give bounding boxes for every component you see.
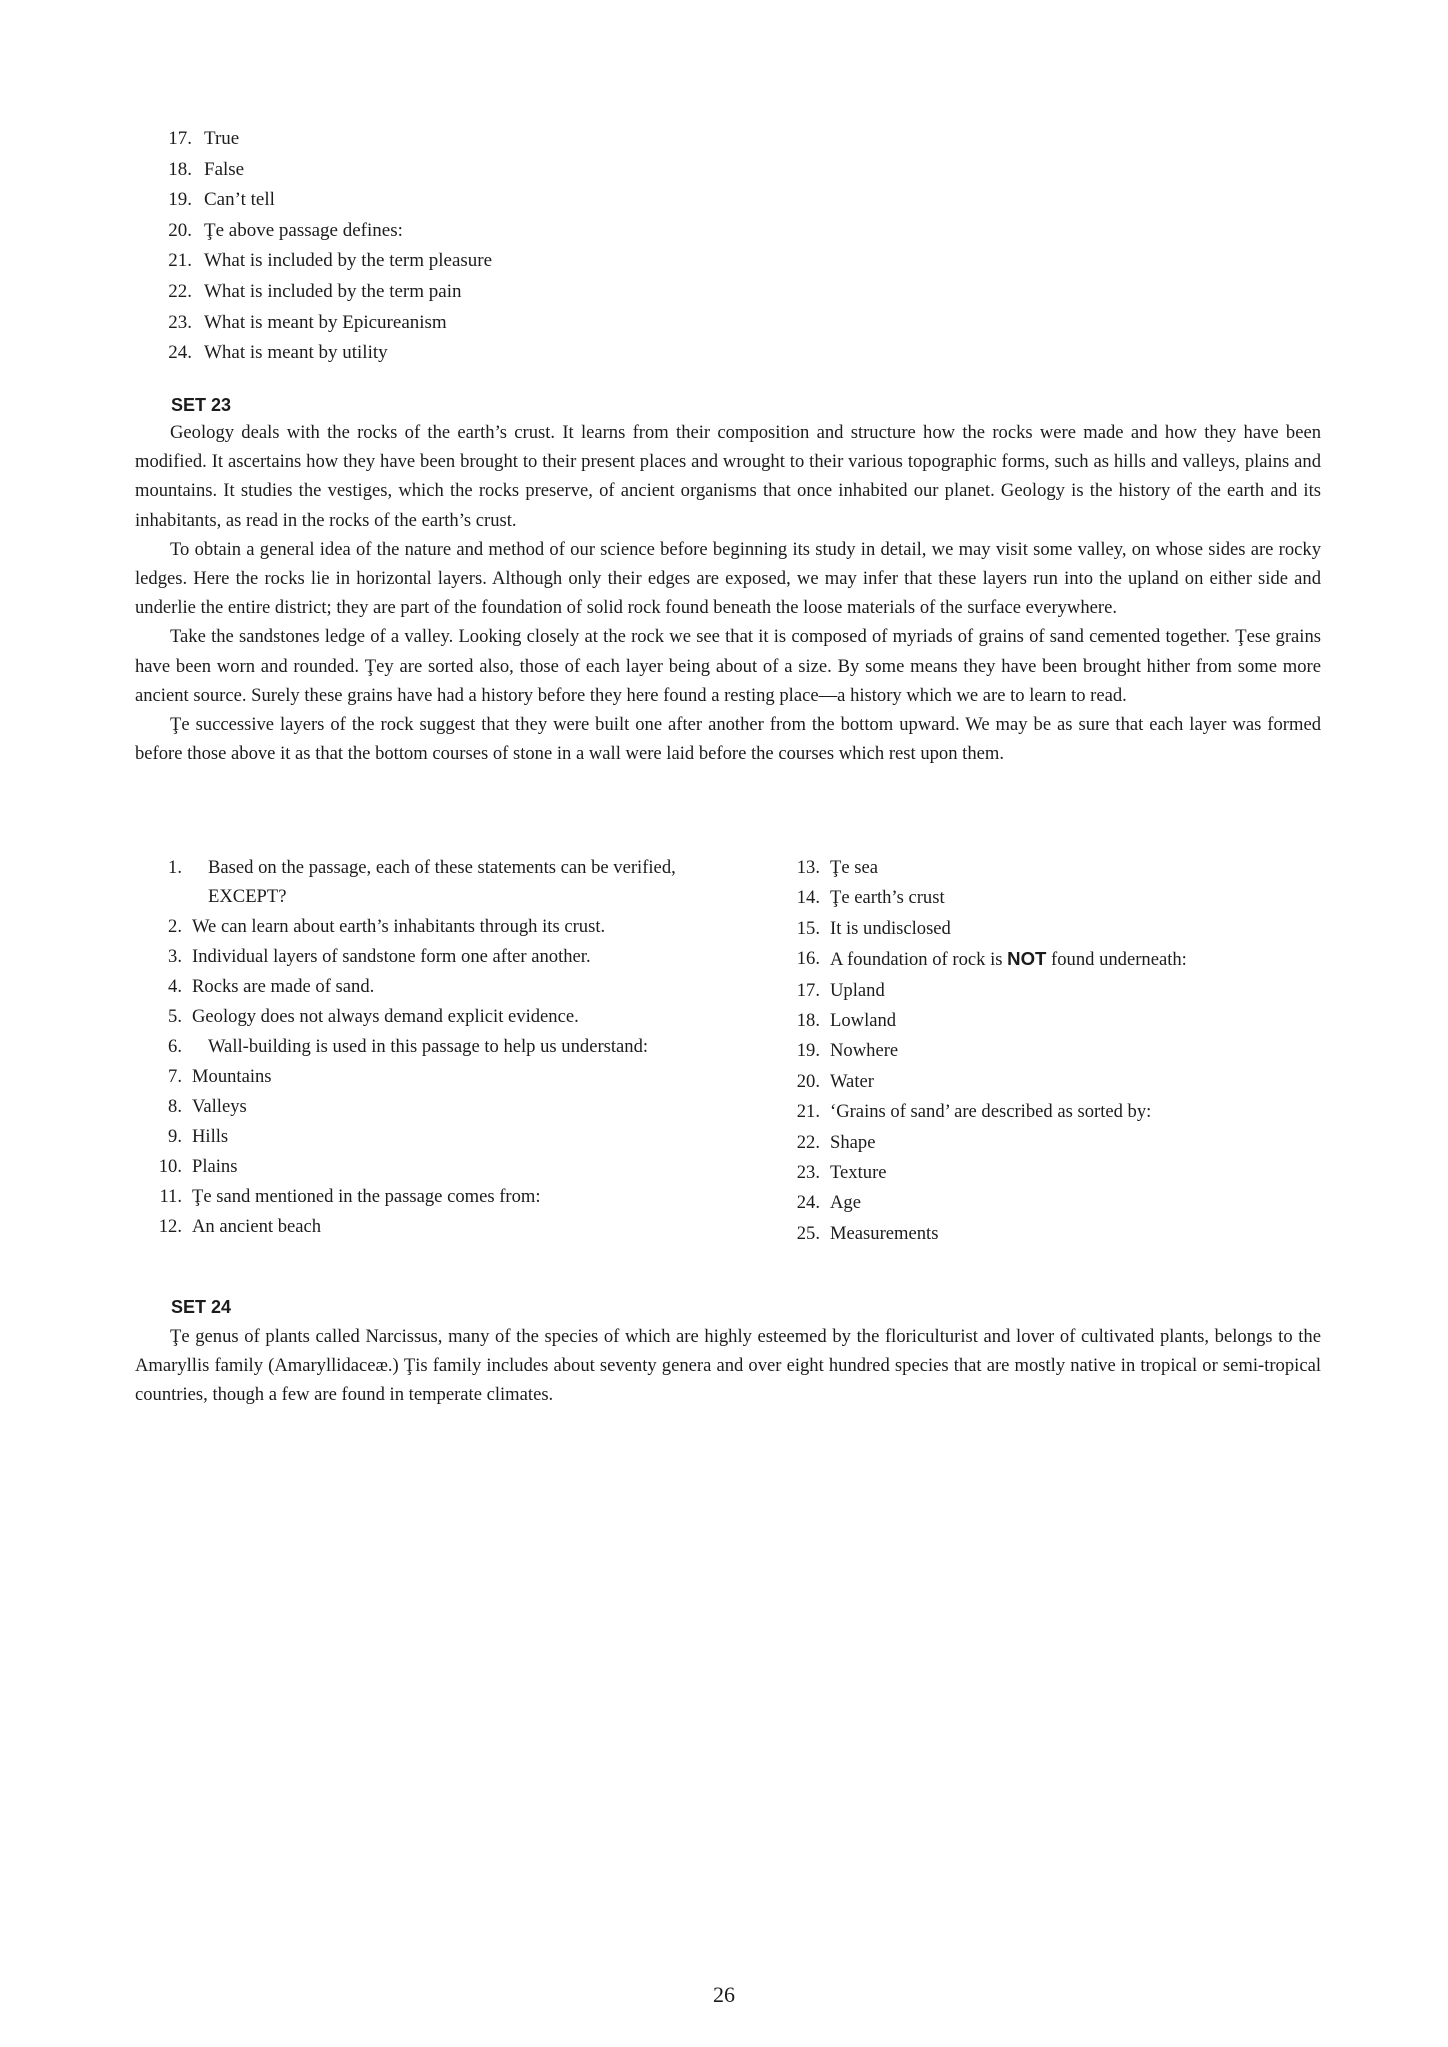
item-number: 22. — [168, 280, 192, 302]
item-text: ‘Grains of sand’ are described as sorted by: — [830, 1101, 1152, 1123]
item-number: 13. — [796, 857, 820, 878]
item-number: 21. — [168, 250, 192, 272]
item-number: 12. — [158, 1216, 182, 1237]
list-item — [152, 185, 852, 216]
item-number: 8. — [168, 1096, 182, 1117]
item-number: 7. — [168, 1066, 182, 1087]
item-number: 23. — [168, 311, 192, 333]
question-item — [152, 1092, 692, 1121]
item-number: 25. — [796, 1222, 820, 1244]
set-24-passage — [135, 1322, 1321, 1410]
item-text: Individual layers of sandstone form one after another. — [192, 946, 591, 967]
item-text: Rocks are made of sand. — [192, 976, 375, 997]
question-item — [790, 1128, 1330, 1158]
item-text: Hills — [192, 1126, 229, 1147]
list-item — [152, 277, 852, 308]
set-24-heading: SET 24 — [171, 1297, 232, 1317]
set-23-passage — [135, 418, 1321, 768]
item-text: Ţe sand mentioned in the passage comes from: — [192, 1186, 541, 1207]
item-text — [790, 944, 1330, 975]
question-item — [152, 1062, 692, 1091]
item-number: 20. — [796, 1070, 820, 1092]
item-text: Age — [830, 1192, 861, 1214]
item-number: 16. — [796, 948, 820, 970]
item-number: 14. — [796, 887, 820, 909]
item-text-after: found underneath: — [1046, 949, 1187, 971]
item-number: 23. — [796, 1162, 820, 1184]
item-number: 18. — [796, 1010, 820, 1032]
item-number: 19. — [168, 189, 192, 211]
item-text: True — [204, 128, 240, 149]
item-text: Valleys — [192, 1096, 247, 1117]
item-text: Wall-building is used in this passage to help us understand: — [208, 1036, 649, 1057]
passage-paragraph: To obtain a general idea of the nature and method of our science before beginning its study in detail, we may visit some valley, on whose sides are rocky ledges. Here the rocks lie in horizontal layers. Although only their edges are exposed, we may infer that these layers run into the upland on either side and underlie the entire district; they are part of the foundation of solid rock found beneath the loose materials of the surface everywhere. — [135, 538, 1321, 619]
page-number: 26 — [713, 1982, 735, 2007]
item-number: 17. — [796, 979, 820, 1001]
item-number: 4. — [168, 976, 182, 997]
question-item — [152, 1182, 692, 1211]
item-number: 20. — [168, 219, 192, 241]
answer-list — [152, 124, 852, 369]
question-item — [790, 883, 1330, 913]
item-number: 18. — [168, 158, 192, 180]
question-item — [790, 976, 1330, 1006]
item-text: Nowhere — [830, 1040, 899, 1062]
item-text: We can learn about earth’s inhabitants through its crust. — [192, 916, 606, 937]
set-23-heading: SET 23 — [171, 395, 232, 415]
question-item — [790, 1036, 1330, 1066]
list-item — [152, 338, 852, 369]
item-number: 19. — [796, 1040, 820, 1062]
item-number: 11. — [159, 1186, 182, 1207]
list-item — [152, 155, 852, 186]
item-number: 6. — [168, 1036, 182, 1057]
item-text: What is included by the term pleasure — [204, 250, 493, 272]
passage-paragraph: Ţe genus of plants called Narcissus, many of the species of which are highly esteemed by the floriculturist and lover of cultivated plants, belongs to the Amaryllis family (Amaryllidaceæ.) Ţis family includes about seventy genera and over eight hundred species that are mostly native in tropical or semi-tropical countries, though a few are found in temperate climates. — [135, 1326, 1321, 1406]
question-item — [790, 1219, 1330, 1249]
passage-paragraph: Geology deals with the rocks of the earth’s crust. It learns from their composition and structure how the rocks were made and how they have been modified. It ascertains how they have been brought to their present places and wrought to their various topographic forms, such as hills and valleys, plains and mountains. It studies the vestiges, which the rocks preserve, of ancient organisms that once inhabited our planet. Geology is the history of the earth and its inhabitants, as read in the rocks of the earth’s crust. — [135, 422, 1321, 531]
item-number: 17. — [168, 128, 192, 149]
question-item — [152, 1152, 692, 1181]
question-list-right — [790, 853, 1330, 1249]
emphasis-not: NOT — [1007, 948, 1047, 970]
item-number: 21. — [796, 1101, 820, 1123]
item-text: Geology does not always demand explicit evidence. — [192, 1006, 579, 1027]
item-text: Based on the passage, each of these statements can be verified, EXCEPT? — [208, 857, 676, 907]
item-text: Ţe sea — [830, 857, 879, 878]
passage-paragraph: Take the sandstones ledge of a valley. Looking closely at the rock we see that it is composed of myriads of grains of sand cemented together. Ţese grains have been worn and rounded. Ţey are sorted also, those of each layer being about of a size. By some means they have been brought hither from some more ancient source. Surely these grains have had a history before they here found a resting place—a history which we are to learn to read. — [135, 626, 1321, 706]
item-text: Lowland — [830, 1010, 897, 1032]
question-item — [152, 1032, 692, 1061]
question-item — [790, 1067, 1330, 1097]
question-item — [152, 1122, 692, 1151]
item-text: What is meant by utility — [204, 342, 388, 364]
question-item — [152, 1212, 692, 1241]
item-number: 15. — [796, 917, 820, 939]
question-item — [152, 942, 692, 971]
question-item — [790, 1158, 1330, 1188]
question-item — [790, 1188, 1330, 1218]
item-text: Water — [830, 1070, 874, 1092]
list-item — [152, 308, 852, 339]
item-number: 2. — [168, 916, 182, 937]
item-number: 9. — [168, 1126, 182, 1147]
item-text: Plains — [192, 1156, 238, 1177]
item-text: False — [204, 158, 245, 180]
item-text: It is undisclosed — [830, 917, 951, 939]
question-item — [152, 1002, 692, 1031]
list-item — [152, 124, 852, 155]
item-text-before: A foundation of rock is — [830, 949, 1008, 971]
question-item — [152, 853, 692, 911]
item-number: 22. — [796, 1131, 820, 1153]
question-list-left — [152, 853, 692, 1242]
question-item — [152, 912, 692, 941]
question-item — [790, 853, 1330, 883]
question-item — [790, 1006, 1330, 1036]
item-text: Shape — [830, 1131, 876, 1153]
item-text: Ţe above passage defines: — [204, 219, 403, 241]
item-text: Upland — [830, 979, 885, 1001]
item-number: 24. — [796, 1192, 820, 1214]
question-item — [790, 944, 1330, 975]
item-text: Measurements — [830, 1222, 939, 1244]
item-text: Texture — [830, 1162, 887, 1184]
question-item — [790, 914, 1330, 944]
item-text: An ancient beach — [192, 1216, 322, 1237]
list-item — [152, 216, 852, 247]
passage-paragraph: Ţe successive layers of the rock suggest that they were built one after another from the bottom upward. We may be as sure that each layer was formed before those above it as that the bottom courses of stone in a wall were laid before the courses which rest upon them. — [135, 714, 1321, 765]
item-number: 24. — [168, 342, 192, 364]
item-number: 10. — [158, 1156, 182, 1177]
item-text: Can’t tell — [204, 189, 275, 211]
list-item — [152, 246, 852, 277]
item-text: What is meant by Epicureanism — [204, 311, 447, 333]
item-number: 1. — [168, 857, 182, 878]
item-number: 5. — [168, 1006, 182, 1027]
item-text: Ţe earth’s crust — [830, 887, 945, 909]
item-text: Mountains — [192, 1066, 272, 1087]
question-item — [790, 1097, 1330, 1127]
item-text: What is included by the term pain — [204, 280, 462, 302]
item-number: 3. — [168, 946, 182, 967]
question-item — [152, 972, 692, 1001]
